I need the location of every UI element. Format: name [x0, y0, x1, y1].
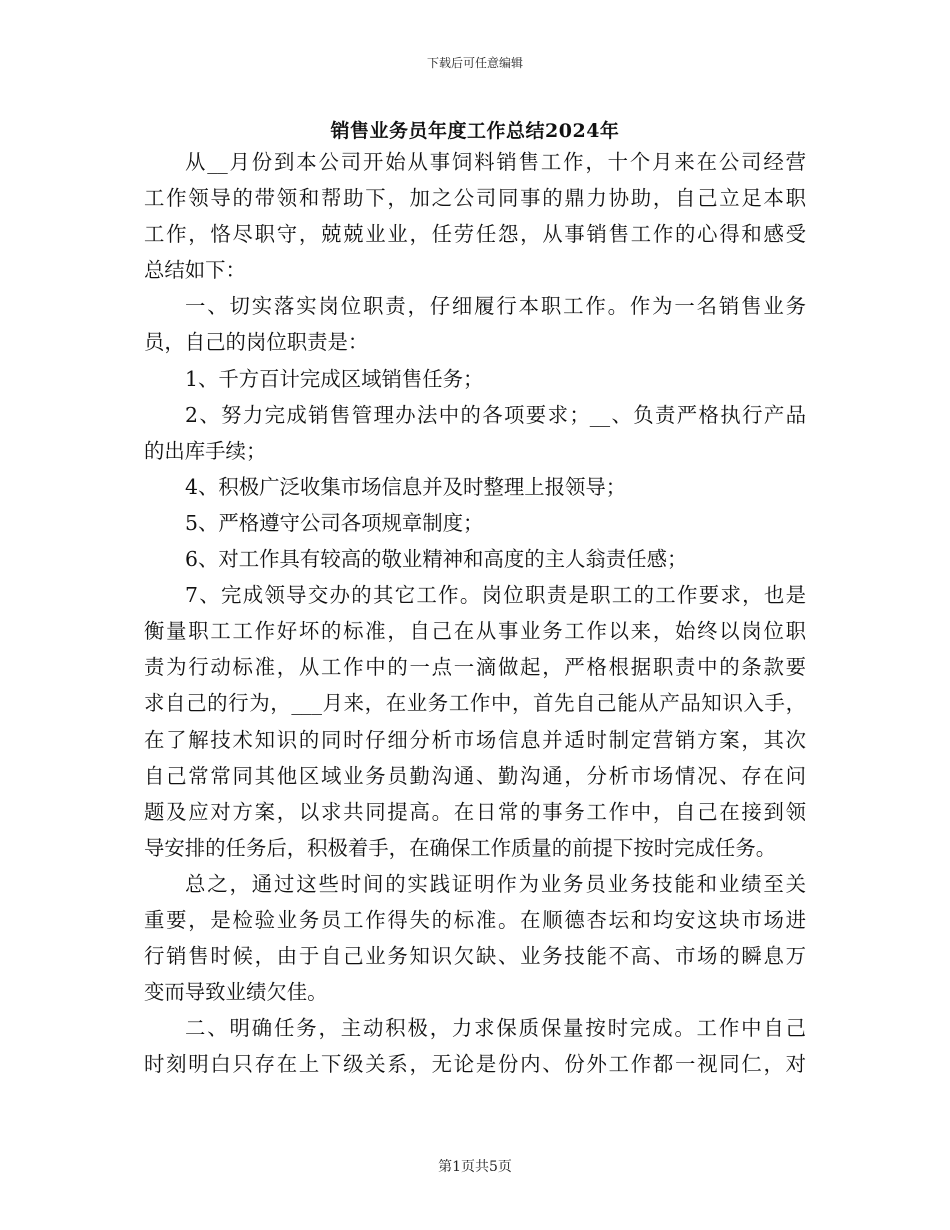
- body-line: 在了解技术知识的同时仔细分析市场信息并适时制定营销方案，其次: [144, 727, 806, 752]
- document-body: [144, 144, 806, 1082]
- body-line: 总结如下：: [144, 258, 246, 283]
- body-line: 工作，恪尽职守，兢兢业业，任劳任怨，从事销售工作的心得和感受: [144, 222, 806, 247]
- body-line: 6、对工作具有较高的敬业精神和高度的主人翁责任感；: [185, 547, 688, 572]
- body-line: 责为行动标准，从工作中的一点一滴做起，严格根据职责中的条款要: [144, 655, 806, 680]
- body-line: 时刻明白只存在上下级关系，无论是份内、份外工作都一视同仁，对: [144, 1052, 806, 1077]
- body-line: 自己常常同其他区域业务员勤沟通、勤沟通，分析市场情况、存在问: [144, 763, 806, 788]
- body-line: 变而导致业绩欠佳。: [144, 980, 328, 1005]
- body-line: 工作领导的带领和帮助下，加之公司同事的鼎力协助，自己立足本职: [144, 186, 806, 211]
- body-line: 行销售时候，由于自己业务知识欠缺、业务技能不高、市场的瞬息万: [144, 944, 806, 969]
- body-line: 1、千方百计完成区域销售任务；: [185, 366, 484, 391]
- page-footer: 第1页共5页: [438, 1159, 512, 1175]
- body-line: 重要，是检验业务员工作得失的标准。在顺德杏坛和均安这块市场进: [144, 907, 806, 932]
- body-line: 二、明确任务，主动积极，力求保质保量按时完成。工作中自己: [185, 1016, 806, 1041]
- body-line: 一、切实落实岗位职责，仔细履行本职工作。作为一名销售业务: [185, 294, 806, 319]
- body-line: 5、严格遵守公司各项规章制度；: [185, 510, 484, 535]
- body-line: 题及应对方案，以求共同提高。在日常的事务工作中，自己在接到领: [144, 799, 806, 824]
- body-line: 导安排的任务后，积极着手，在确保工作质量的前提下按时完成任务。: [144, 835, 777, 860]
- body-line: 衡量职工工作好坏的标准，自己在从事业务工作以来，始终以岗位职: [144, 619, 806, 644]
- body-line: 总之，通过这些时间的实践证明作为业务员业务技能和业绩至关: [185, 871, 806, 896]
- page-header-note: 下载后可任意编辑: [426, 56, 523, 70]
- body-line: 4、积极广泛收集市场信息并及时整理上报领导；: [185, 474, 627, 499]
- body-line: 7、完成领导交办的其它工作。岗位职责是职工的工作要求，也是: [185, 583, 806, 608]
- document-title: 销售业务员年度工作总结2024年: [330, 120, 620, 142]
- body-line: 员，自己的岗位职责是：: [144, 330, 369, 355]
- body-line: 的出库手续；: [144, 438, 267, 463]
- body-line: 从__月份到本公司开始从事饲料销售工作，十个月来在公司经营: [185, 150, 806, 174]
- body-line: 求自己的行为，___月来，在业务工作中，首先自己能从产品知识入手，: [144, 691, 806, 716]
- body-line: 2、努力完成销售管理办法中的各项要求；__、负责严格执行产品: [185, 402, 806, 427]
